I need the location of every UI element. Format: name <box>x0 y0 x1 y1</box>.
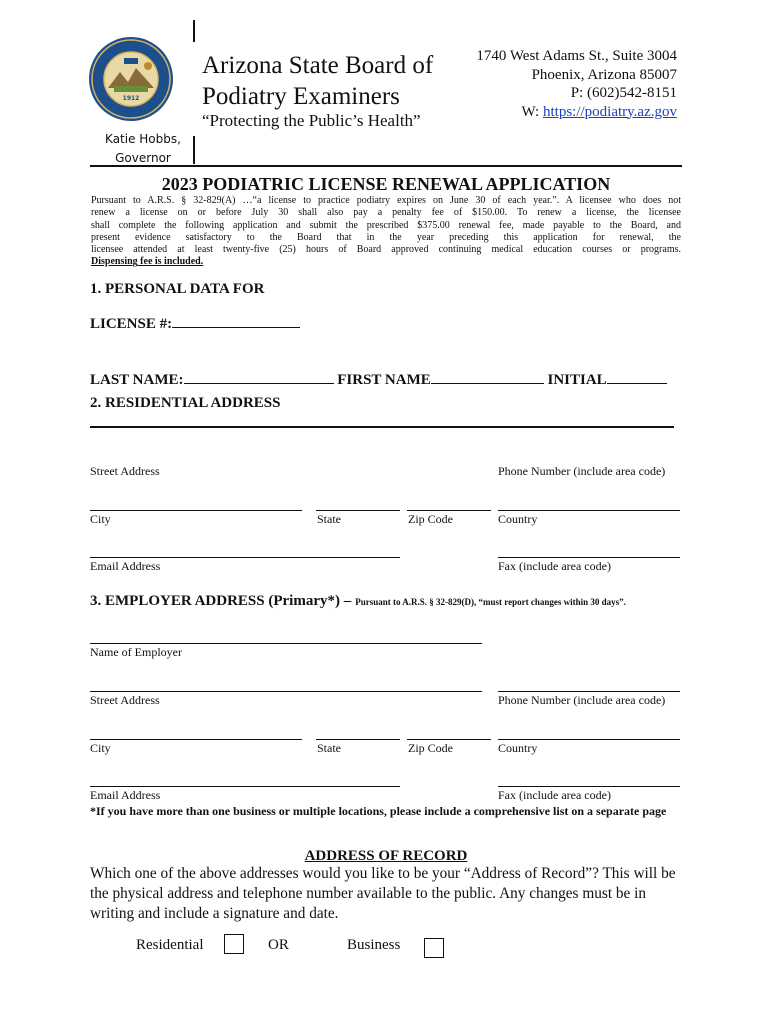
agency-name-line2: Podiatry Examiners <box>202 83 400 110</box>
option-or-label: OR <box>268 937 289 953</box>
header-divider-bottom <box>193 136 195 164</box>
res-city-label: City <box>90 512 111 526</box>
employer-name-field[interactable] <box>90 643 482 644</box>
svg-text:1912: 1912 <box>122 95 140 102</box>
first-name-field[interactable] <box>431 370 544 384</box>
header-divider-top <box>193 20 195 42</box>
business-checkbox[interactable] <box>424 938 444 958</box>
intro-paragraph <box>91 195 681 269</box>
residential-checkbox[interactable] <box>224 934 244 954</box>
last-name-field[interactable] <box>184 370 334 384</box>
first-name-label: FIRST NAME <box>337 372 431 388</box>
res-country-label: Country <box>498 512 538 526</box>
res-zip-label: Zip Code <box>408 512 453 526</box>
state-seal-logo <box>88 36 174 122</box>
governor-title: Governor <box>115 151 171 165</box>
emp-state-label: State <box>317 741 341 755</box>
res-fax-label: Fax (include area code) <box>498 559 611 573</box>
section-3-note: Pursuant to A.R.S. § 32-829(D), “must report changes within 30 days”. <box>355 597 626 607</box>
agency-contact <box>476 47 677 121</box>
res-street-label: Street Address <box>90 464 160 478</box>
res-zip-field[interactable] <box>407 510 491 511</box>
emp-zip-label: Zip Code <box>408 741 453 755</box>
res-city-field[interactable] <box>90 510 302 511</box>
emp-phone-label: Phone Number (include area code) <box>498 693 666 707</box>
res-email-field[interactable] <box>90 557 400 558</box>
header-rule <box>90 165 682 167</box>
emp-city-label: City <box>90 741 111 755</box>
intro-line: Pursuant to A.R.S. § 32-829(A) …“a license to practice podiatry expires on June 30 of each year.”. A licensee who does not <box>91 195 681 206</box>
agency-name <box>202 50 433 112</box>
initial-field[interactable] <box>607 370 667 384</box>
res-state-label: State <box>317 512 341 526</box>
multiple-locations-note: *If you have more than one business or multiple locations, please include a comprehensive list on a separate page <box>90 804 667 818</box>
option-residential-label: Residential <box>136 937 204 953</box>
res-fax-field[interactable] <box>498 557 680 558</box>
intro-line: present evidence satisfactory to the Board that in the year preceding this application for renewal, the <box>91 231 681 243</box>
phone-line: P: (602)542-8151 <box>570 85 677 101</box>
section-1-heading: 1. PERSONAL DATA FOR <box>90 281 265 297</box>
res-phone-label: Phone Number (include area code) <box>498 464 666 478</box>
option-business-label: Business <box>347 937 401 953</box>
emp-street-field[interactable] <box>90 691 482 692</box>
website-link[interactable]: https://podiatry.az.gov <box>542 103 677 120</box>
employer-name-label: Name of Employer <box>90 645 182 659</box>
emp-fax-field[interactable] <box>498 786 680 787</box>
intro-line: renew a license on or before July 30 shall also pay a penalty fee of $150.00. To renew a license, the licensee <box>91 207 681 219</box>
emp-email-label: Email Address <box>90 788 161 802</box>
initial-label: INITIAL <box>547 372 607 388</box>
web-prefix: W: <box>521 103 543 120</box>
section-3-heading: 3. EMPLOYER ADDRESS (Primary*) – <box>90 593 352 609</box>
intro-dispensing-note: Dispensing fee is included. <box>91 256 204 268</box>
address-of-record-heading: ADDRESS OF RECORD <box>304 848 468 864</box>
license-number-label: LICENSE #: <box>90 316 173 332</box>
form-title: 2023 PODIATRIC LICENSE RENEWAL APPLICATION <box>161 174 611 194</box>
emp-zip-field[interactable] <box>407 739 491 740</box>
license-number-row <box>90 314 300 333</box>
street-address-line: 1740 West Adams St., Suite 3004 <box>476 48 677 64</box>
governor-name: Katie Hobbs, <box>105 132 181 146</box>
intro-line: shall complete the following application and submit the prescribed $375.00 renewal fee, made payable to the Board, and <box>91 219 681 231</box>
address-of-record-text: Which one of the above addresses would you like to be your “Address of Record”? This will be the physical address and telephone number available to the public. Any changes must be in writing and include a signature and date. <box>90 865 676 922</box>
emp-street-label: Street Address <box>90 693 160 707</box>
res-email-label: Email Address <box>90 559 161 573</box>
governor-block <box>100 130 186 168</box>
city-state-line: Phoenix, Arizona 85007 <box>531 66 677 83</box>
last-name-label: LAST NAME: <box>90 372 184 388</box>
emp-phone-field[interactable] <box>498 691 680 692</box>
name-row <box>90 370 667 389</box>
emp-city-field[interactable] <box>90 739 302 740</box>
section-2-heading: 2. RESIDENTIAL ADDRESS <box>90 395 281 411</box>
emp-country-label: Country <box>498 741 538 755</box>
emp-state-field[interactable] <box>316 739 400 740</box>
agency-name-line1: Arizona State Board of <box>202 52 434 79</box>
intro-line: licensee attended at least twenty-five (25) hours of Board approved continuing medical education courses or programs. <box>91 244 681 256</box>
res-state-field[interactable] <box>316 510 400 511</box>
emp-fax-label: Fax (include area code) <box>498 788 611 802</box>
section-3-heading-row <box>90 592 626 610</box>
agency-motto: “Protecting the Public’s Health” <box>202 111 421 130</box>
emp-email-field[interactable] <box>90 786 400 787</box>
residential-address-field[interactable] <box>90 426 674 428</box>
web-line <box>476 103 677 122</box>
emp-country-field[interactable] <box>498 739 680 740</box>
license-number-field[interactable] <box>172 314 300 328</box>
res-country-field[interactable] <box>498 510 680 511</box>
